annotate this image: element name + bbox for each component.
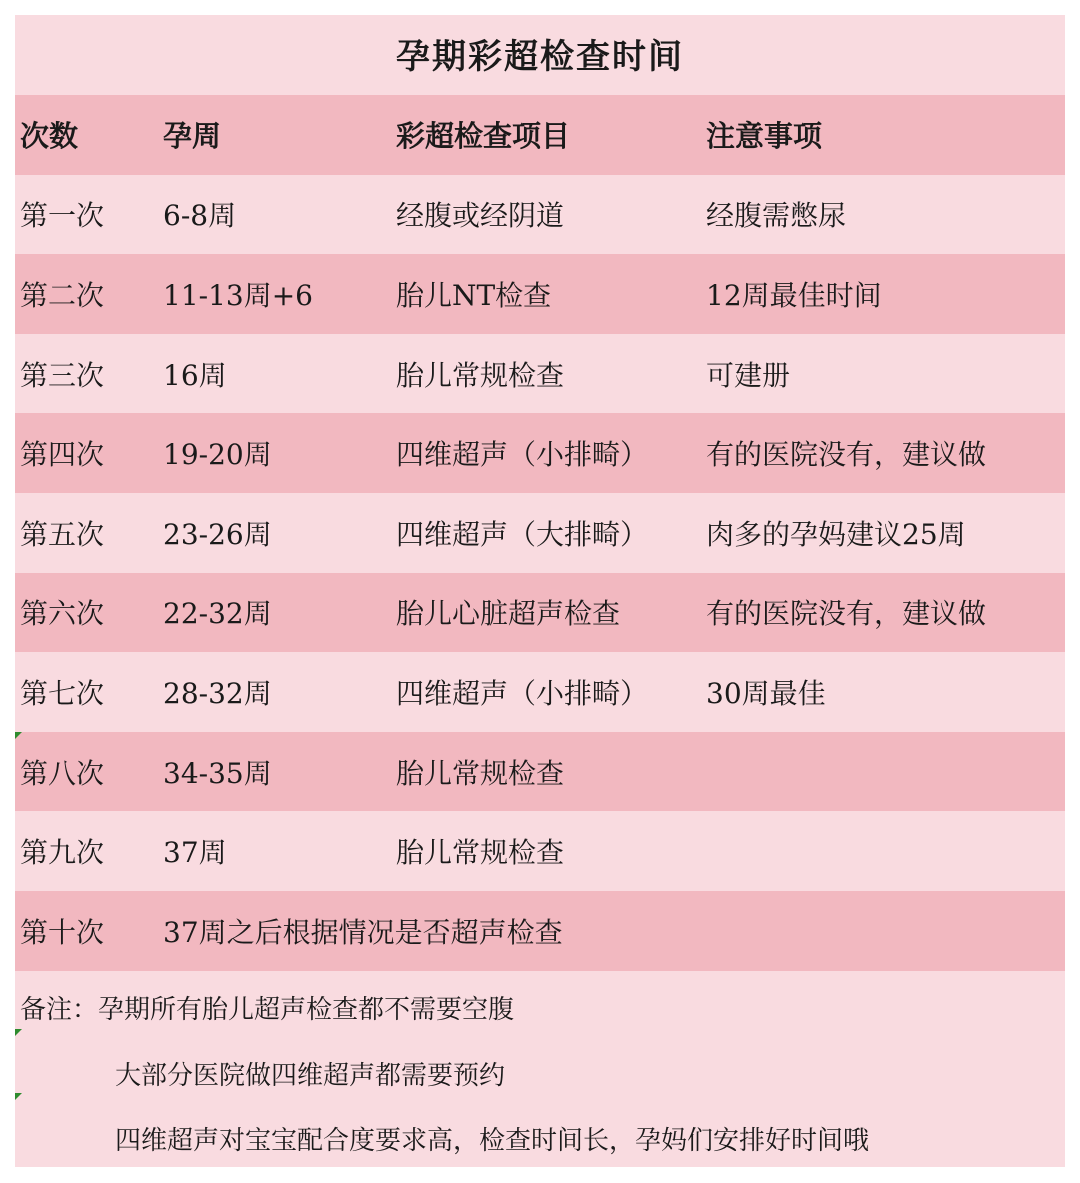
cell-count: 第六次 — [20, 597, 105, 631]
cell-item: 胎儿心脏超声检查 — [396, 597, 621, 631]
table-header-row — [15, 95, 1065, 175]
cell-note: 有的医院没有，建议做 — [706, 597, 987, 631]
cell-week: 28-32周 — [163, 676, 272, 710]
cell-week: 37周 — [163, 836, 227, 870]
cell-count: 第十次 — [20, 915, 105, 949]
cell-note: 12周最佳时间 — [706, 278, 882, 312]
cell-week: 22-32周 — [163, 597, 272, 631]
cell-note: 肉多的孕妈建议25周 — [706, 517, 966, 551]
cell-count: 第二次 — [20, 278, 105, 312]
cell-count: 第一次 — [20, 199, 105, 233]
table-row — [15, 413, 1065, 493]
cell-count: 第九次 — [20, 836, 105, 870]
table-row — [15, 493, 1065, 573]
cell-item: 四维超声（小排畸） — [396, 438, 649, 472]
cell-week: 37周之后根据情况是否超声检查 — [163, 915, 563, 949]
page-title: 孕期彩超检查时间 — [396, 37, 684, 77]
cell-count: 第五次 — [20, 517, 105, 551]
cell-note: 30周最佳 — [706, 676, 826, 710]
header-count: 次数 — [20, 119, 79, 154]
header-item: 彩超检查项目 — [396, 119, 571, 154]
table-row — [15, 175, 1065, 255]
cell-week: 34-35周 — [163, 756, 272, 790]
cell-marker-icon — [15, 1029, 22, 1036]
table-row — [15, 652, 1065, 732]
table-row — [15, 573, 1065, 653]
cell-count: 第七次 — [20, 676, 105, 710]
table-row — [15, 334, 1065, 414]
cell-note: 可建册 — [706, 358, 791, 392]
cell-note: 经腹需憋尿 — [706, 199, 847, 233]
cell-item: 胎儿NT检查 — [396, 278, 552, 312]
table-row — [15, 732, 1065, 812]
remark-line: 大部分医院做四维超声都需要预约 — [115, 1060, 506, 1091]
cell-count: 第八次 — [20, 756, 105, 790]
cell-item: 经腹或经阴道 — [396, 199, 565, 233]
schedule-sheet — [15, 15, 1065, 1167]
header-week: 孕周 — [163, 119, 222, 154]
cell-week: 16周 — [163, 358, 227, 392]
cell-week: 23-26周 — [163, 517, 272, 551]
cell-note: 有的医院没有，建议做 — [706, 438, 987, 472]
remark-line: 四维超声对宝宝配合度要求高，检查时间长，孕妈们安排好时间哦 — [115, 1125, 870, 1156]
cell-item: 胎儿常规检查 — [396, 358, 565, 392]
cell-week: 11-13周+6 — [163, 278, 313, 312]
remark-line: 备注：孕期所有胎儿超声检查都不需要空腹 — [20, 994, 515, 1025]
cell-week: 19-20周 — [163, 438, 272, 472]
remarks-section — [15, 971, 1065, 1168]
cell-week: 6-8周 — [163, 199, 237, 233]
cell-item: 胎儿常规检查 — [396, 836, 565, 870]
cell-count: 第四次 — [20, 438, 105, 472]
table-row — [15, 811, 1065, 891]
cell-item: 胎儿常规检查 — [396, 756, 565, 790]
cell-item: 四维超声（小排畸） — [396, 676, 649, 710]
table-row — [15, 254, 1065, 334]
cell-count: 第三次 — [20, 358, 105, 392]
table-row — [15, 891, 1065, 971]
cell-item: 四维超声（大排畸） — [396, 517, 649, 551]
header-note: 注意事项 — [706, 119, 823, 154]
cell-marker-icon — [15, 1093, 22, 1100]
